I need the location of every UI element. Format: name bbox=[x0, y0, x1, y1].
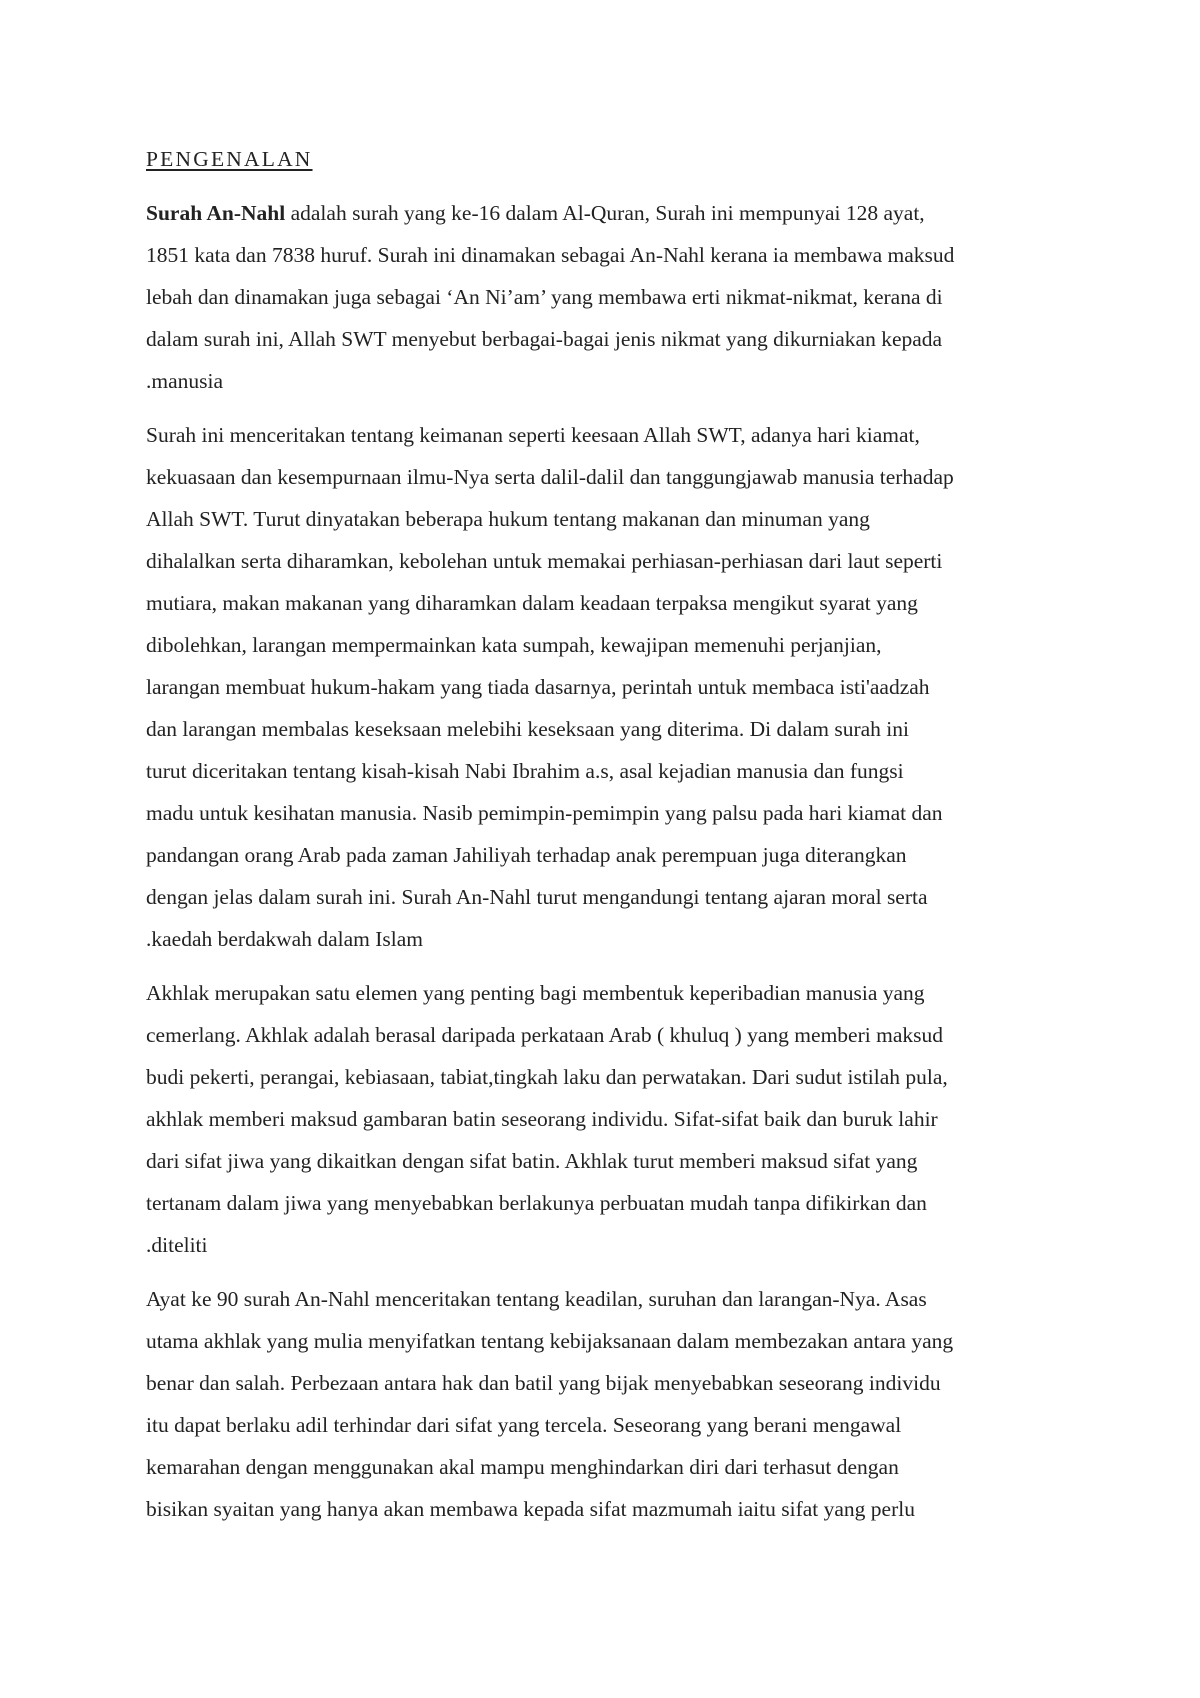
bold-term: Surah An-Nahl bbox=[146, 201, 286, 225]
line-text: Akhlak merupakan satu elemen yang penting bagi membentuk keperibadian manusia yang bbox=[146, 981, 925, 1005]
line-text: bisikan syaitan yang hanya akan membawa kepada sifat mazmumah iaitu sifat yang perlu bbox=[146, 1497, 915, 1521]
text-line bbox=[146, 918, 1076, 960]
line-text: .manusia bbox=[146, 369, 224, 393]
paragraph bbox=[146, 414, 1076, 960]
line-text: Surah ini menceritakan tentang keimanan seperti keesaan Allah SWT, adanya hari kiamat, bbox=[146, 423, 920, 447]
line-text: madu untuk kesihatan manusia. Nasib pemimpin-pemimpin yang palsu pada hari kiamat dan bbox=[146, 801, 943, 825]
line-text: .diteliti bbox=[146, 1233, 208, 1257]
text-line bbox=[146, 1056, 1076, 1098]
line-text: kemarahan dengan menggunakan akal mampu menghindarkan diri dari terhasut dengan bbox=[146, 1455, 899, 1479]
line-text: dari sifat jiwa yang dikaitkan dengan sifat batin. Akhlak turut memberi maksud sifat yang bbox=[146, 1149, 918, 1173]
line-text: akhlak memberi maksud gambaran batin seseorang individu. Sifat-sifat baik dan buruk lahir bbox=[146, 1107, 938, 1131]
line-text: dihalalkan serta diharamkan, kebolehan untuk memakai perhiasan-perhiasan dari laut seperti bbox=[146, 549, 943, 573]
text-line bbox=[146, 1098, 1076, 1140]
text-line bbox=[146, 318, 1076, 360]
text-line bbox=[146, 276, 1076, 318]
text-line bbox=[146, 750, 1076, 792]
text-line bbox=[146, 540, 1076, 582]
line-text: mutiara, makan makanan yang diharamkan dalam keadaan terpaksa mengikut syarat yang bbox=[146, 591, 918, 615]
text-line bbox=[146, 456, 1076, 498]
line-text: benar dan salah. Perbezaan antara hak dan batil yang bijak menyebabkan seseorang individu bbox=[146, 1371, 941, 1395]
text-line bbox=[146, 972, 1076, 1014]
paragraph bbox=[146, 972, 1076, 1266]
line-text: dengan jelas dalam surah ini. Surah An-Nahl turut mengandungi tentang ajaran moral serta bbox=[146, 885, 928, 909]
line-text: pandangan orang Arab pada zaman Jahiliyah terhadap anak perempuan juga diterangkan bbox=[146, 843, 907, 867]
line-text: Allah SWT. Turut dinyatakan beberapa hukum tentang makanan dan minuman yang bbox=[146, 507, 870, 531]
section-heading: PENGENALAN bbox=[146, 147, 313, 171]
line-text: Ayat ke 90 surah An-Nahl menceritakan tentang keadilan, suruhan dan larangan-Nya. Asas bbox=[146, 1287, 927, 1311]
paragraph bbox=[146, 192, 1076, 402]
line-text: dalam surah ini, Allah SWT menyebut berbagai-bagai jenis nikmat yang dikurniakan kepada bbox=[146, 327, 943, 351]
text-line bbox=[146, 1488, 1076, 1530]
line-text: utama akhlak yang mulia menyifatkan tentang kebijaksanaan dalam membezakan antara yang bbox=[146, 1329, 954, 1353]
text-line bbox=[146, 792, 1076, 834]
text-line bbox=[146, 360, 1076, 402]
text-line bbox=[146, 624, 1076, 666]
text-line bbox=[146, 1446, 1076, 1488]
text-line bbox=[146, 666, 1076, 708]
line-text: itu dapat berlaku adil terhindar dari sifat yang tercela. Seseorang yang berani mengawal bbox=[146, 1413, 902, 1437]
text-line bbox=[146, 1278, 1076, 1320]
document-body bbox=[146, 138, 1076, 1542]
text-line bbox=[146, 1320, 1076, 1362]
text-line bbox=[146, 1014, 1076, 1056]
line-text: turut diceritakan tentang kisah-kisah Nabi Ibrahim a.s, asal kejadian manusia dan fungsi bbox=[146, 759, 904, 783]
line-text: dan larangan membalas keseksaan melebihi keseksaan yang diterima. Di dalam surah ini bbox=[146, 717, 909, 741]
text-line bbox=[146, 1182, 1076, 1224]
line-text: dibolehkan, larangan mempermainkan kata sumpah, kewajipan memenuhi perjanjian, bbox=[146, 633, 882, 657]
text-line bbox=[146, 1224, 1076, 1266]
text-line bbox=[146, 834, 1076, 876]
text-line bbox=[146, 498, 1076, 540]
line-text: lebah dan dinamakan juga sebagai ‘An Ni’am’ yang membawa erti nikmat-nikmat, kerana di bbox=[146, 285, 943, 309]
line-text: larangan membuat hukum-hakam yang tiada dasarnya, perintah untuk membaca isti'aadzah bbox=[146, 675, 930, 699]
text-line bbox=[146, 876, 1076, 918]
paragraph bbox=[146, 1278, 1076, 1530]
text-line bbox=[146, 234, 1076, 276]
line-text: cemerlang. Akhlak adalah berasal daripada perkataan Arab ( khuluq ) yang memberi maksud bbox=[146, 1023, 943, 1047]
line-text: tertanam dalam jiwa yang menyebabkan berlakunya perbuatan mudah tanpa difikirkan dan bbox=[146, 1191, 927, 1215]
paragraph-list bbox=[146, 192, 1076, 1530]
text-line bbox=[146, 1404, 1076, 1446]
text-line bbox=[146, 1362, 1076, 1404]
text-line bbox=[146, 1140, 1076, 1182]
line-text: .kaedah berdakwah dalam Islam bbox=[146, 927, 423, 951]
text-line bbox=[146, 708, 1076, 750]
line-text: 1851 kata dan 7838 huruf. Surah ini dinamakan sebagai An-Nahl kerana ia membawa maksud bbox=[146, 243, 955, 267]
line-text: adalah surah yang ke-16 dalam Al-Quran, Surah ini mempunyai 128 ayat, bbox=[285, 201, 925, 225]
text-line bbox=[146, 582, 1076, 624]
line-text: kekuasaan dan kesempurnaan ilmu-Nya serta dalil-dalil dan tanggungjawab manusia terhadap bbox=[146, 465, 954, 489]
text-line bbox=[146, 192, 1076, 234]
line-text: budi pekerti, perangai, kebiasaan, tabiat,tingkah laku dan perwatakan. Dari sudut istilah pula, bbox=[146, 1065, 948, 1089]
text-line bbox=[146, 414, 1076, 456]
